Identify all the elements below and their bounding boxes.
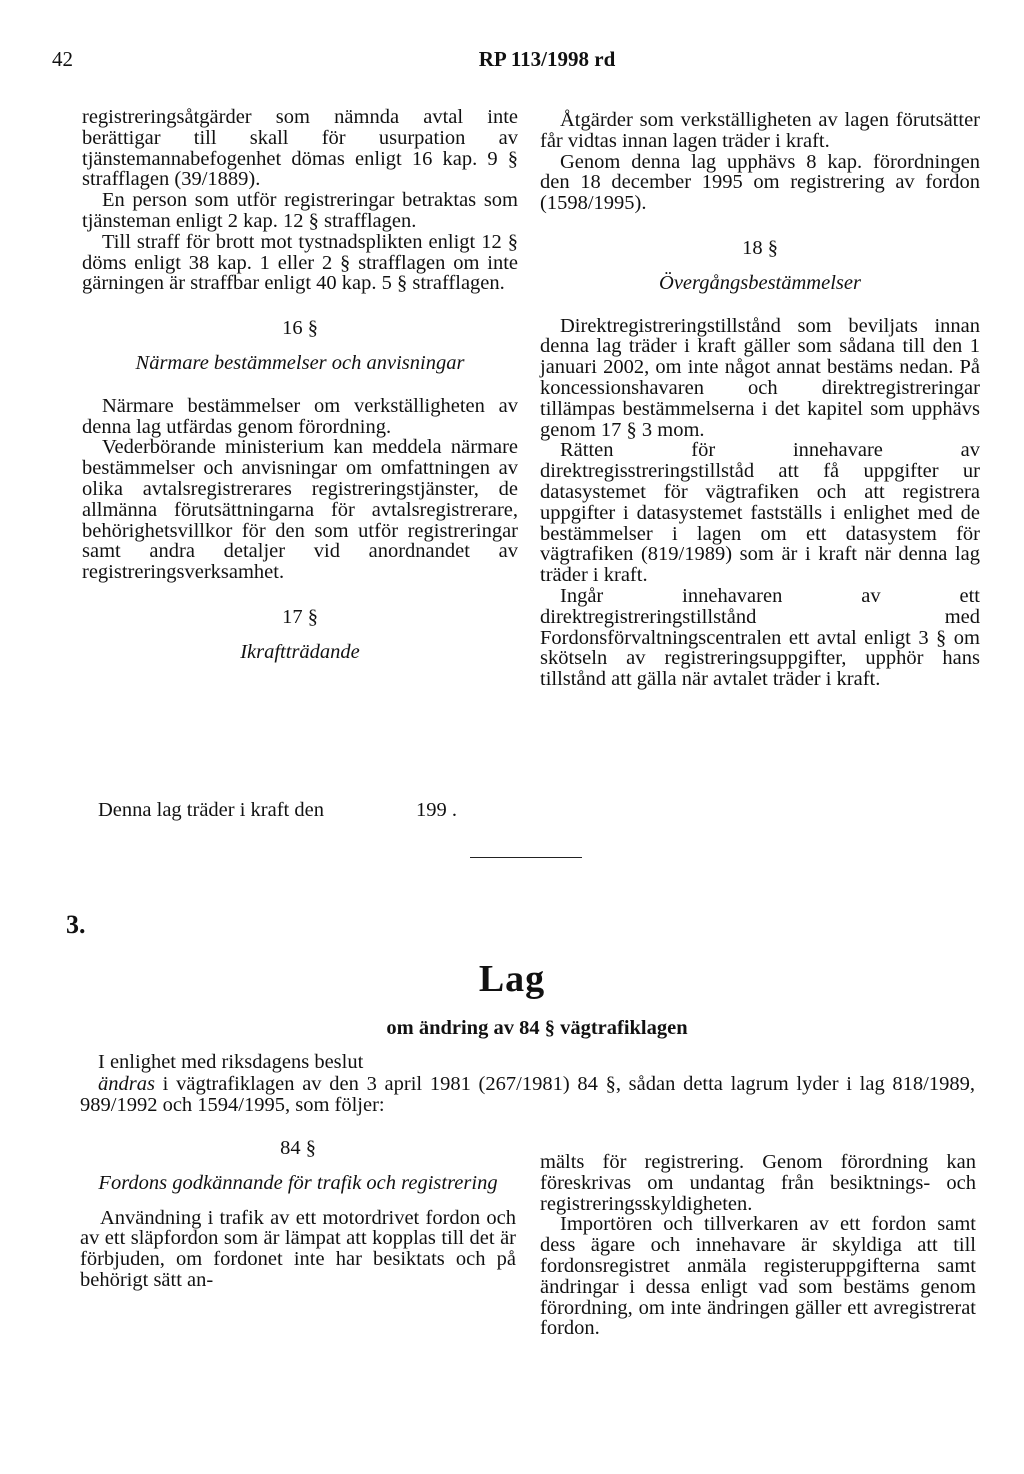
- preamble-line: I enlighet med riksdagens beslut: [98, 1051, 364, 1073]
- page-header: [52, 47, 972, 77]
- paragraph: Importören och tillverkaren av ett fordon samt dess ägare och innehavare är skyldiga att till fordonsregistret anmäla registeruppgifterna samt ändringar i dessa enligt vad som bestäms genom förordning, om inte ändringen gäller ett avregistrerat fordon.: [540, 1213, 976, 1340]
- amendment-verb: ändras: [98, 1072, 155, 1095]
- section-title-16: Närmare bestämmelser och anvisningar: [135, 351, 465, 374]
- paragraph: Åtgärder som verkställigheten av lagen förutsätter får vidtas innan lagen träder i kraft.: [540, 109, 980, 152]
- document-reference: RP 113/1998 rd: [478, 47, 616, 71]
- law-subtitle: om ändring av 84 § vägtrafiklagen: [386, 1017, 688, 1039]
- effective-date-year: 199 .: [416, 799, 457, 821]
- section-number-17: 17 §: [282, 605, 318, 628]
- section-number-18: 18 §: [742, 236, 778, 259]
- paragraph: Närmare bestämmelser om verkställigheten av denna lag utfärdas genom förordning.: [82, 394, 518, 438]
- top-left-column: [82, 107, 518, 685]
- section-divider: [470, 857, 582, 858]
- law-preamble: [80, 1052, 975, 1117]
- bottom-left-column: [80, 1138, 516, 1291]
- amendment-text: i vägtrafiklagen av den 3 april 1981 (267/1981) 84 §, sådan detta lagrum lyder i lag 818/1989, 989/1992 och 1594/1995, som följer:: [80, 1072, 975, 1116]
- law-title: Lag: [478, 958, 546, 1000]
- paragraph: Rätten för innehavare av direktregisstreringstillståd att få uppgifter ur datasystemet för vägtrafiken och att registrera uppgifter i datasystemet fastställs i enlighet med de bestämmelser i lagen om ett datasystem för vägtrafiken (819/1989) som är i kraft när denna lag träder i kraft.: [540, 439, 980, 587]
- effective-date-line: [98, 799, 457, 822]
- section-number-16: 16 §: [282, 317, 318, 340]
- page-number: 42: [52, 47, 73, 71]
- paragraph: mälts för registrering. Genom förordning kan föreskrivas om undantag från besiktnings- och registreringsskyldigheten.: [540, 1151, 976, 1215]
- paragraph: Till straff för brott mot tystnadsplikten enligt 12 § döms enligt 38 kap. 1 eller 2 § strafflagen om inte gärningen är straffbar enligt 40 kap. 5 § strafflagen.: [82, 230, 518, 295]
- section-title-18: Övergångsbestämmelser: [659, 271, 861, 294]
- preamble-amendment: [80, 1074, 975, 1117]
- paragraph: registreringsåtgärder som nämnda avtal inte berättigar till skall för usurpation av tjänstemannabefogenhet dömas enligt 16 kap. 9 § strafflagen (39/1889).: [82, 106, 518, 191]
- section-title-17: Ikraftträdande: [240, 640, 360, 663]
- law-number: 3.: [66, 910, 86, 939]
- paragraph: Genom denna lag upphävs 8 kap. förordningen den 18 december 1995 om registrering av fordon (1598/1995).: [540, 150, 980, 215]
- section-title-84: Fordons godkännande för trafik och registrering: [98, 1171, 498, 1194]
- paragraph: En person som utför registreringar betraktas som tjänsteman enligt 2 kap. 12 § strafflagen.: [82, 189, 518, 232]
- bottom-right-column: [540, 1152, 976, 1339]
- top-right-column: [540, 110, 980, 690]
- section-number-84: 84 §: [280, 1137, 316, 1159]
- paragraph: Direktregistreringstillstånd som beviljats innan denna lag träder i kraft gäller som sådana till den 1 januari 2002, om inte något annat bestäms nedan. På koncessionshavaren och direktregistreringar tillämpas bestämmelserna i det kapitel som upphävs genom 17 § 3 mom.: [540, 314, 980, 441]
- effective-date-text: Denna lag träder i kraft den: [98, 799, 324, 821]
- paragraph: Användning i trafik av ett motordrivet fordon och av ett släpfordon som är lämpat att kopplas till det är förbjuden, om fordonet inte har besiktats och på behörigt sätt an-: [80, 1206, 516, 1291]
- paragraph: Vederbörande ministerium kan meddela närmare bestämmelser och anvisningar om omfattningen av olika avtalsregistrerares registreringstjänster, de allmänna förutsättningarna för avtalsregistrerare, behörighetsvillkor för den som utför registreringar samt andra detaljer vid anordnandet av registreringsverksamhet.: [82, 436, 518, 584]
- paragraph: Ingår innehavaren av ett direktregistreringstillstånd med Fordonsförvaltningscentralen ett avtal enligt 3 § om skötseln av registreringsuppgifter, upphör hans tillstånd att gälla när avtalet träder i kraft.: [540, 584, 980, 691]
